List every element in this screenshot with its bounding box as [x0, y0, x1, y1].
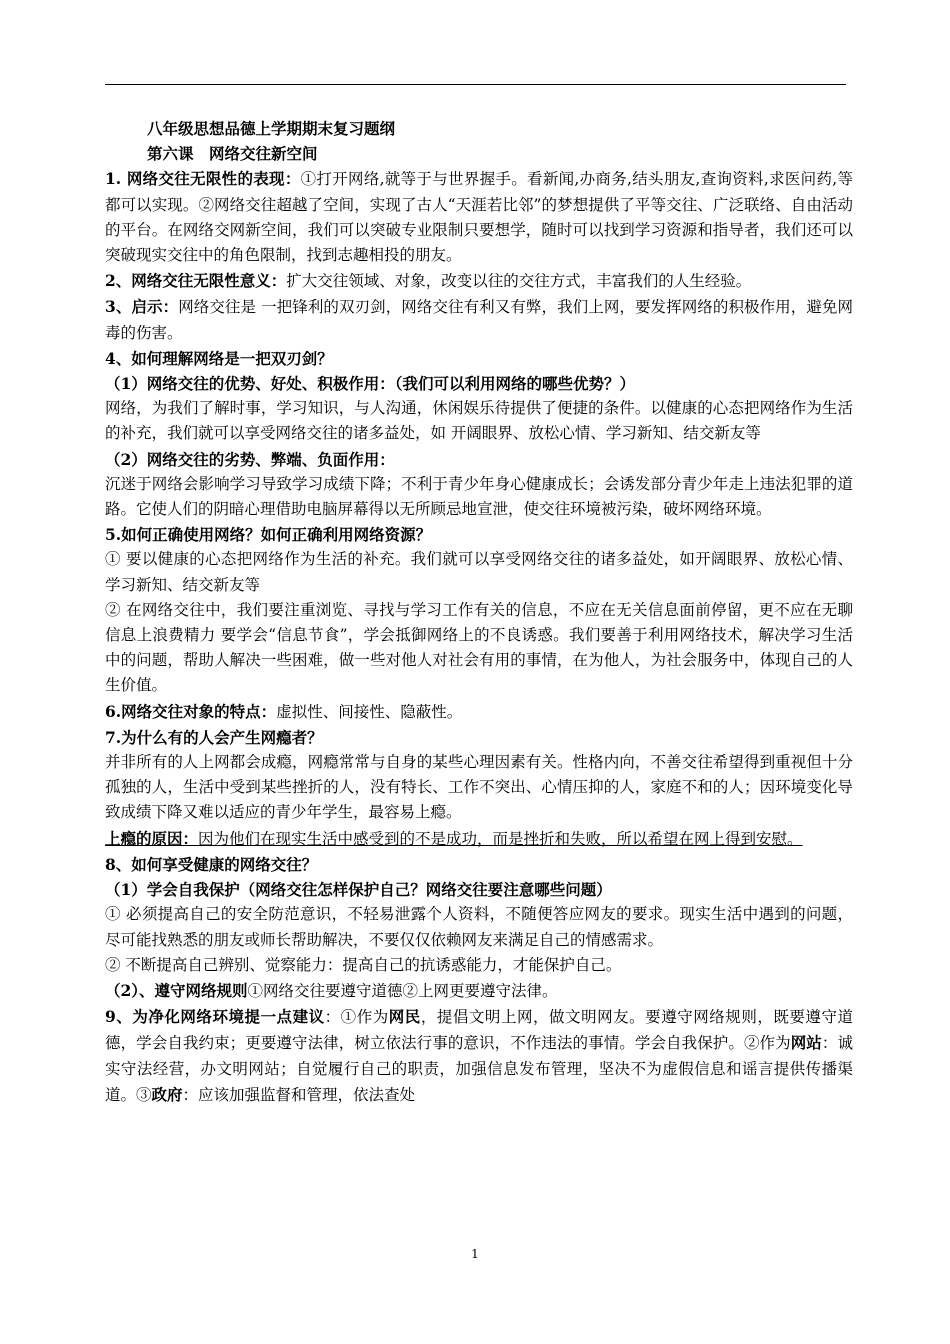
document-title: 八年级思想品德上学期期末复习题纲 — [147, 119, 396, 138]
section-4-heading: 4、如何理解网络是一把双刃剑？ — [105, 348, 333, 368]
section-5-point1: ① 要以健康的心态把网络作为生活的补充。我们就可以享受网络交往的诸多益处，如开阔眼界、放松心情、学习新知、结交新友等 — [105, 550, 853, 594]
section-9-keyword-government: 政府 — [151, 1084, 183, 1104]
section-5-point2: ② 在网络交往中，我们要注重浏览、寻找与学习工作有关的信息，不应在无关信息面前停留，更不应在无聊信息上浪费精力 要学会“信息节食”，学会抵御网络上的不良诱惑。我们要善于利用网络技术，解决学习生活中的问题，帮助人解决一些困难，做一些对他人对社会有用的事情，在为他人，为社会服务中，体现自己的人生价值。 — [105, 600, 853, 695]
section-8-sub1: （1）学会自我保护（网络交往怎样保护自己？网络交往要注意哪些问题） — [105, 880, 612, 900]
section-9-keyword-netizen: 网民 — [388, 1007, 421, 1027]
section-7-cause-heading: 上瘾的原因： — [105, 828, 199, 848]
section-4-text1: 网络，为我们了解时事，学习知识，与人沟通，休闲娱乐待提供了便捷的条件。以健康的心态把网络作为生活的补充，我们就可以享受网络交往的诸多益处，如 开阔眼界、放松心情、学习新知、结交新友等 — [105, 399, 853, 443]
section-3 — [105, 294, 853, 345]
section-8-sub2 — [105, 978, 853, 1004]
section-4-sub2: （2）网络交往的劣势、弊端、负面作用： — [105, 449, 395, 469]
section-9-text-4: ：应该加强监督和管理，依法查处 — [182, 1085, 416, 1104]
section-8-heading: 8、如何享受健康的网络交往？ — [105, 854, 318, 874]
section-7-heading: 7.为什么有的人会产生网瘾者？ — [105, 727, 323, 747]
section-9-text-1: ：①作为 — [324, 1008, 389, 1027]
section-9 — [105, 1004, 853, 1108]
section-5-heading: 5.如何正确使用网络？如何正确利用网络资源？ — [105, 525, 432, 545]
section-2 — [105, 268, 853, 294]
section-9-text-3: ：诚实守法经营，办文明网站；自觉履行自己的职责，加强信息发布管理，坚决不为虚假信息和谣言提供传播渠道。③ — [105, 1034, 853, 1104]
section-6-heading: 6.网络交往对象的特点： — [105, 701, 277, 721]
document-body — [105, 116, 853, 1108]
section-9-text-2: ，提倡文明上网，做文明网友。要遵守网络规则，既要遵守道德，学会自我约束；更要遵守法律，树立依法行事的意识，不作违法的事情。学会自我保护。②作为 — [105, 1008, 853, 1053]
section-8-point1: ① 必须提高自己的安全防范意识，不轻易泄露个人资料，不随便答应网友的要求。现实生活中遇到的问题，尽可能找熟悉的朋友或师长帮助解决，不要仅仅依赖网友来满足自己的情感需求。 — [105, 905, 853, 949]
section-8-sub2-text: ①网络交往要遵守道德②上网更要遵守法律。 — [247, 981, 558, 1000]
section-6-text: 虚拟性、间接性、隐蔽性。 — [276, 702, 463, 721]
section-2-text: 扩大交往领域、对象，改变以往的交往方式，丰富我们的人生经验。 — [286, 272, 752, 291]
section-6 — [105, 699, 853, 725]
section-7-cause — [105, 826, 853, 852]
section-7-text: 并非所有的人上网都会成瘾，网瘾常常与自身的某些心理因素有关。性格内向，不善交往希望得到重视但十分孤独的人，生活中受到某些挫折的人，没有特长、工作不突出、心情压抑的人，家庭不和的人；因环境变化导致成绩下降又难以适应的青少年学生，最容易上瘾。 — [105, 753, 853, 822]
section-2-heading: 2、网络交往无限性意义： — [105, 271, 287, 291]
lesson-title: 第六课 网络交往新空间 — [147, 144, 318, 164]
section-9-heading: 9、为净化网络环境提一点建议 — [105, 1007, 325, 1027]
section-4-text2: 沉迷于网络会影响学习导致学习成绩下降；不利于青少年身心健康成长；会诱发部分青少年走上违法犯罪的道路。它使人们的阴暗心理借助电脑屏幕得以无所顾忌地宣泄，使交往环境被污染，破坏网络环境。 — [105, 474, 853, 519]
section-4-sub1: （1）网络交往的优势、好处、积极作用：（我们可以利用网络的哪些优势？） — [105, 374, 636, 394]
section-1-heading: 1. 网络交往无限性的表现： — [105, 169, 301, 189]
section-7-cause-text: 因为他们在现实生活中感受到的不是成功，而是挫折和失败，所以希望在网上得到安慰。 — [198, 829, 803, 848]
section-9-keyword-website: 网站 — [790, 1033, 822, 1053]
header-rule — [105, 84, 846, 85]
section-3-heading: 3、启示： — [105, 297, 179, 317]
section-3-text: 网络交往是 一把锋利的双刃剑，网络交往有利又有弊，我们上网，要发挥网络的积极作用，避免网毒的伤害。 — [105, 298, 853, 342]
section-8-point2: ② 不断提高自己辨别、觉察能力：提高自己的抗诱惑能力，才能保护自己。 — [105, 955, 622, 974]
section-1 — [105, 166, 853, 268]
section-1-text: ①打开网络,就等于与世界握手。看新闻,办商务,结头朋友,查询资料,求医问药,等都可以实现。②网络交往超越了空间，实现了古人“天涯若比邻”的梦想提供了平等交往、广泛联络、自由活动的平台。在网络交网新空间，我们可以突破专业限制只要想学，随时可以找到学习资源和指导者，我们还可以突破现实交往中的角色限制，找到志趣相投的朋友。 — [105, 170, 853, 265]
section-8-sub2-heading: （2）、遵守网络规则 — [105, 980, 248, 1000]
page-number: 1 — [471, 1247, 479, 1261]
